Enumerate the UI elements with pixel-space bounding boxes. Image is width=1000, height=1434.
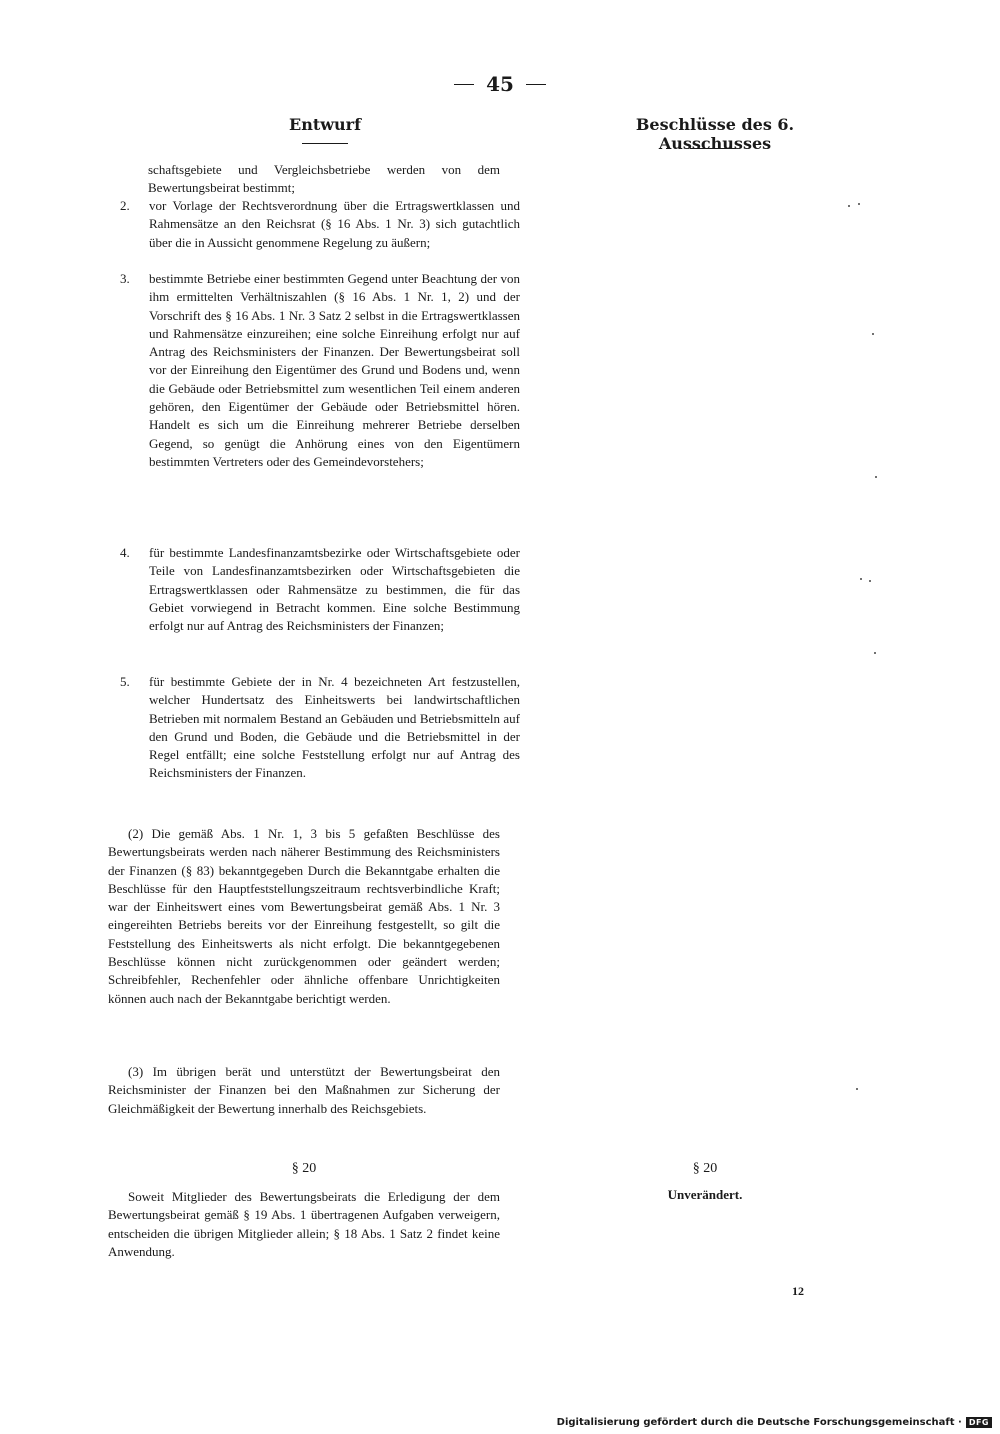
scan-speck: [872, 333, 874, 335]
list-item-text: für bestimmte Gebiete der in Nr. 4 bezeichneten Art festzustellen, welcher Hundertsatz des Einheitswerts bei landwirtschaftlichen Betrieben mit normalem Bestand an Gebäuden und Betriebsmitteln auf den Grund und Boden, die Gebäude und die Betriebsmittel in der Regel entfällt; eine solche Feststellung erfolgt nur auf Antrag des Reichsministers der Finanzen.: [149, 674, 520, 781]
list-item-number: 5.: [120, 674, 130, 689]
scan-speck: [856, 1088, 858, 1090]
unchanged-text: Unverändert.: [667, 1187, 743, 1202]
intro-text: schaftsgebiete und Vergleichsbetriebe werden von dem Bewertungsbeirat bestimmt;: [148, 162, 500, 196]
right-section-title: § 20: [692, 1161, 718, 1176]
list-item-number: 3.: [120, 271, 130, 286]
signature-mark: 12: [792, 1284, 804, 1298]
page-number-text: 45: [486, 72, 514, 96]
footer-text: Digitalisierung gefördert durch die Deutsche Forschungsgemeinschaft ·: [556, 1417, 962, 1428]
section-20-text: Soweit Mitglieder des Bewertungsbeirats die Erledigung der dem Bewertungsbeirat gemäß § 19 Abs. 1 übertragenen Aufgaben verweigern, entscheiden die übrigen Mitglieder allein; § 18 Abs. 1 Satz 2 findet keine Anwendung.: [108, 1189, 500, 1259]
dfg-logo: DFG: [966, 1417, 992, 1428]
scan-speck: [874, 652, 876, 654]
dash-right: [526, 84, 546, 85]
page-number: [0, 72, 1000, 96]
left-section-title: § 20: [291, 1161, 317, 1176]
left-title-rule: [302, 143, 348, 144]
footer: [557, 1417, 992, 1428]
paragraph-2: (2) Die gemäß Abs. 1 Nr. 1, 3 bis 5 gefaßten Beschlüsse des Bewertungsbeirats werden nach näherer Bestimmung des Reichsministers der Finanzen (§ 83) bekanntgegeben Durch die Bekanntgabe erhalten die Beschlüsse für den Hauptfeststellungszeitraum rechtsverbindliche Kraft; war der Einheitswert eines vom Bewertungsbeirat gemäß Abs. 1 Nr. 3 eingereihten Betriebs bereits vor der Einreihung festgestellt, so gilt die Feststellung des Einheitswerts als nicht erfolgt. Die bekanntgegebenen Beschlüsse können nicht zurückgenommen oder geändert werden; Schreibfehler, Rechenfehler oder ähnliche offenbare Unrichtigkeiten können auch nach der Bekanntgabe berichtigt werden.: [108, 826, 500, 1006]
scan-speck: [875, 476, 877, 478]
right-title-rule: [690, 148, 736, 149]
list-item-text: für bestimmte Landesfinanzamtsbezirke oder Wirtschaftsgebiete oder Teile von Landesfinanzamtsbezirken oder Wirtschaftsgebieten die Ertragswertklassen oder Rahmensätze zu bestimmen, die für das Gebiet vorwiegend in Betracht kommen. Eine solche Bestimmung erfolgt nur auf Antrag des Reichsministers der Finanzen;: [149, 545, 520, 634]
list-item-text: bestimmte Betriebe einer bestimmten Gegend unter Beachtung der von ihm ermittelten Verhältniszahlen (§ 16 Abs. 1 Nr. 1, 2) und der Vorschrift des § 16 Abs. 1 Nr. 3 Satz 2 selbst in die Ertragswertklassen und Rahmensätze einzureihen; eine solche Einreihung erfolgt nur auf Antrag des Reichsministers der Finanzen. Der Bewertungsbeirat soll vor der Einreihung den Eigentümer des Grund und Bodens und, wenn die Gebäude oder Betriebsmittel zum wesentlichen Teil einem anderen gehören, den Eigentümer der Gebäude oder Betriebsmittel hören. Handelt es sich um die Einreihung mehrerer Betriebe derselben Gegend, so genügt die Anhörung eines von den Eigentümern bestimmten Vertreters oder des Gemeindevorstehers;: [149, 271, 520, 469]
scan-speck: [869, 580, 871, 582]
scan-speck: [860, 578, 862, 580]
scan-speck: [858, 203, 860, 205]
scan-speck: [848, 205, 850, 207]
right-column-title: Beschlüsse des 6. Ausschusses: [635, 115, 795, 153]
list-item-text: vor Vorlage der Rechtsverordnung über die Ertragswertklassen und Rahmensätze an den Reichsrat (§ 16 Abs. 1 Nr. 3) sich gutachtlich über die in Aussicht genommene Regelung zu äußern;: [149, 198, 520, 250]
list-item-number: 2.: [120, 198, 130, 213]
paragraph-3: (3) Im übrigen berät und unterstützt der Bewertungsbeirat den Reichsminister der Finanzen bei den Maßnahmen zur Sicherung der Gleichmäßigkeit der Bewertung innerhalb des Reichsgebiets.: [108, 1064, 500, 1116]
list-item-number: 4.: [120, 545, 130, 560]
left-column-title: Entwurf: [289, 115, 361, 134]
dash-left: [454, 84, 474, 85]
